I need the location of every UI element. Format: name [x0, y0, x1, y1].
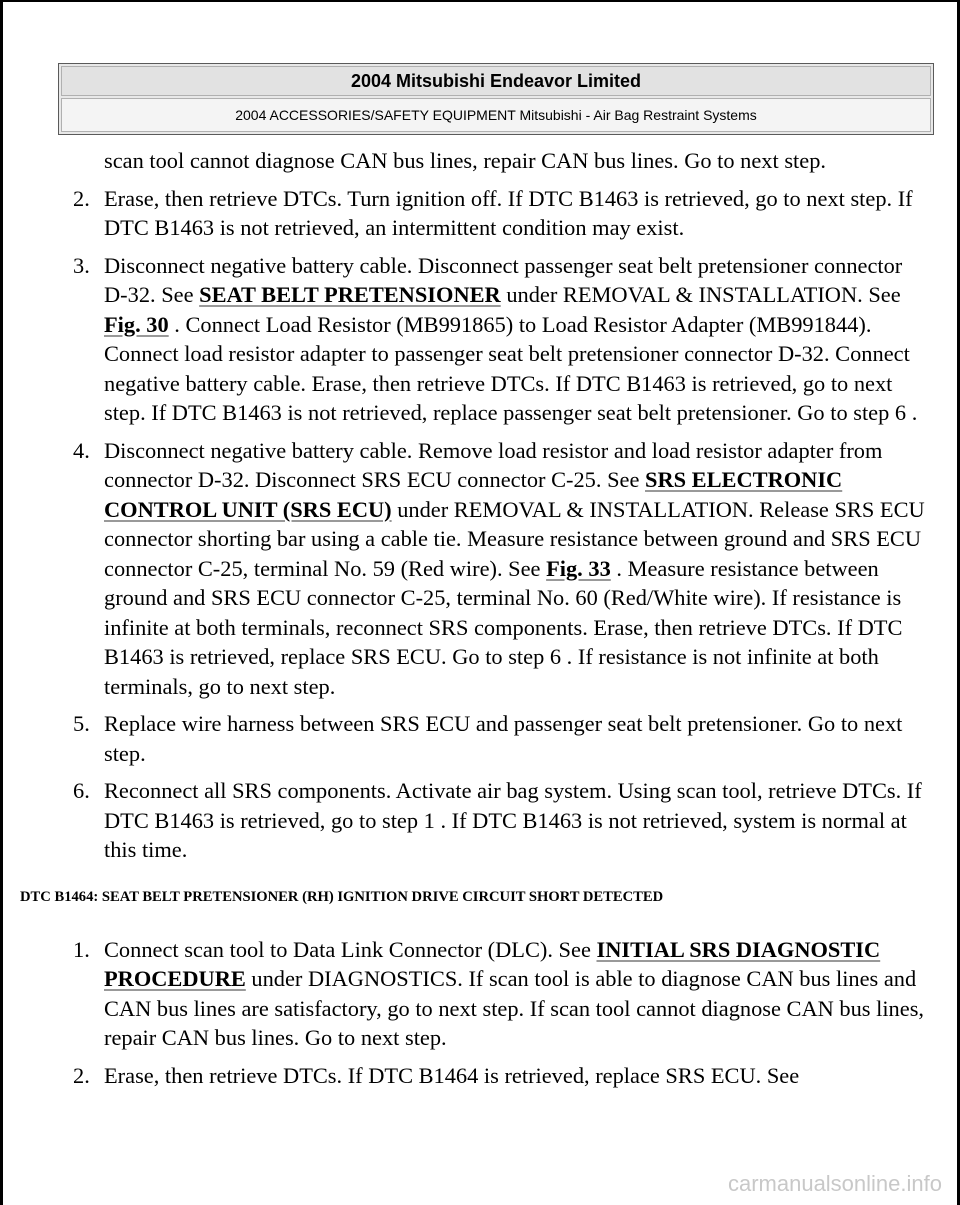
- link-fig-33[interactable]: Fig. 33: [546, 555, 611, 581]
- document-header: [58, 63, 934, 135]
- step-number: 1.: [73, 936, 90, 962]
- step-text: Erase, then retrieve DTCs. Turn ignition off. If DTC B1463 is retrieved, go to next step. If DTC B1463 is not retrieved, an intermittent condition may exist.: [104, 185, 913, 240]
- section-heading-b1464: DTC B1464: SEAT BELT PRETENSIONER (RH) IGNITION DRIVE CIRCUIT SHORT DETECTED: [20, 888, 664, 905]
- step-text: . Connect Load Resistor (MB991865) to Load Resistor Adapter (MB991844). Connect load resistor adapter to passenger seat belt pretensioner connector D-32. Connect negative battery cable. Erase, then retrieve DTCs. If DTC B1463 is retrieved, go to next step. If DTC B1463 is not retrieved, replace passenger seat belt pretensioner. Go to step 6 .: [104, 311, 918, 425]
- header-subtitle: 2004 ACCESSORIES/SAFETY EQUIPMENT Mitsubishi - Air Bag Restraint Systems: [61, 98, 931, 132]
- step-text: Replace wire harness between SRS ECU and passenger seat belt pretensioner. Go to next step.: [104, 711, 903, 766]
- step-list-b1463: [0, 146, 960, 865]
- step-text: Disconnect negative battery cable. Remove load resistor and load resistor adapter from connector D-32. Disconnect SRS ECU connector C-25. See: [104, 437, 883, 492]
- step-text: Disconnect negative battery cable. Disconnect passenger seat belt pretensioner connector D-32. See: [104, 252, 903, 307]
- step-2: [0, 184, 960, 243]
- step-2: [0, 1061, 960, 1091]
- step-number: 5.: [73, 711, 90, 736]
- step-5: [0, 709, 960, 768]
- step-number: 6.: [73, 778, 90, 803]
- step-6: [0, 776, 960, 865]
- step-number: 4.: [73, 437, 90, 463]
- link-fig-30[interactable]: Fig. 30: [104, 311, 169, 337]
- step-text: . Measure resistance between ground and SRS ECU connector C-25, terminal No. 60 (Red/White wire). If resistance is infinite at both terminals, reconnect SRS components. Erase, then retrieve DTCs. If DTC B1463 is retrieved, replace SRS ECU. Go to step 6 . If resistance is not infinite at both terminals, go to next step.: [104, 555, 903, 699]
- step-4: [0, 436, 960, 702]
- step-text: Erase, then retrieve DTCs. If DTC B1464 is retrieved, replace SRS ECU. See: [104, 1062, 800, 1088]
- step-text: under DIAGNOSTICS. If scan tool is able to diagnose CAN bus lines and CAN bus lines are satisfactory, go to next step. If scan tool cannot diagnose CAN bus lines, repair CAN bus lines. Go to next step.: [104, 966, 925, 1050]
- step-number: 2.: [73, 1062, 90, 1088]
- step-text: Connect scan tool to Data Link Connector (DLC). See: [104, 936, 597, 962]
- step-3: [0, 251, 960, 428]
- step-text: scan tool cannot diagnose CAN bus lines, repair CAN bus lines. Go to next step.: [104, 148, 826, 173]
- link-srs-ecu[interactable]: SRS ELECTRONIC CONTROL UNIT (SRS ECU): [104, 467, 843, 522]
- link-seat-belt-pretensioner[interactable]: SEAT BELT PRETENSIONER: [199, 282, 501, 307]
- step-number: 2.: [73, 185, 90, 211]
- header-title: 2004 Mitsubishi Endeavor Limited: [61, 66, 931, 96]
- step-list-b1464: [0, 935, 960, 1091]
- watermark-text: carmanualsonline.info: [727, 1171, 942, 1196]
- step-text: under REMOVAL & INSTALLATION. See: [500, 282, 901, 307]
- page-content: [0, 146, 960, 1098]
- link-initial-srs-diagnostic-procedure[interactable]: INITIAL SRS DIAGNOSTIC PROCEDURE: [104, 936, 881, 991]
- step-number: 3.: [73, 252, 90, 278]
- step-text: Reconnect all SRS components. Activate air bag system. Using scan tool, retrieve DTCs. If DTC B1463 is retrieved, go to step 1 . If DTC B1463 is not retrieved, system is normal at this time.: [104, 778, 922, 862]
- step-1: [0, 935, 960, 1053]
- page-frame-top: [0, 0, 960, 2]
- step-continued: [0, 146, 960, 176]
- step-text: under REMOVAL & INSTALLATION. Release SRS ECU connector shorting bar using a cable tie. Measure resistance between ground and SRS ECU connector C-25, terminal No. 59 (Red wire). See: [104, 496, 925, 581]
